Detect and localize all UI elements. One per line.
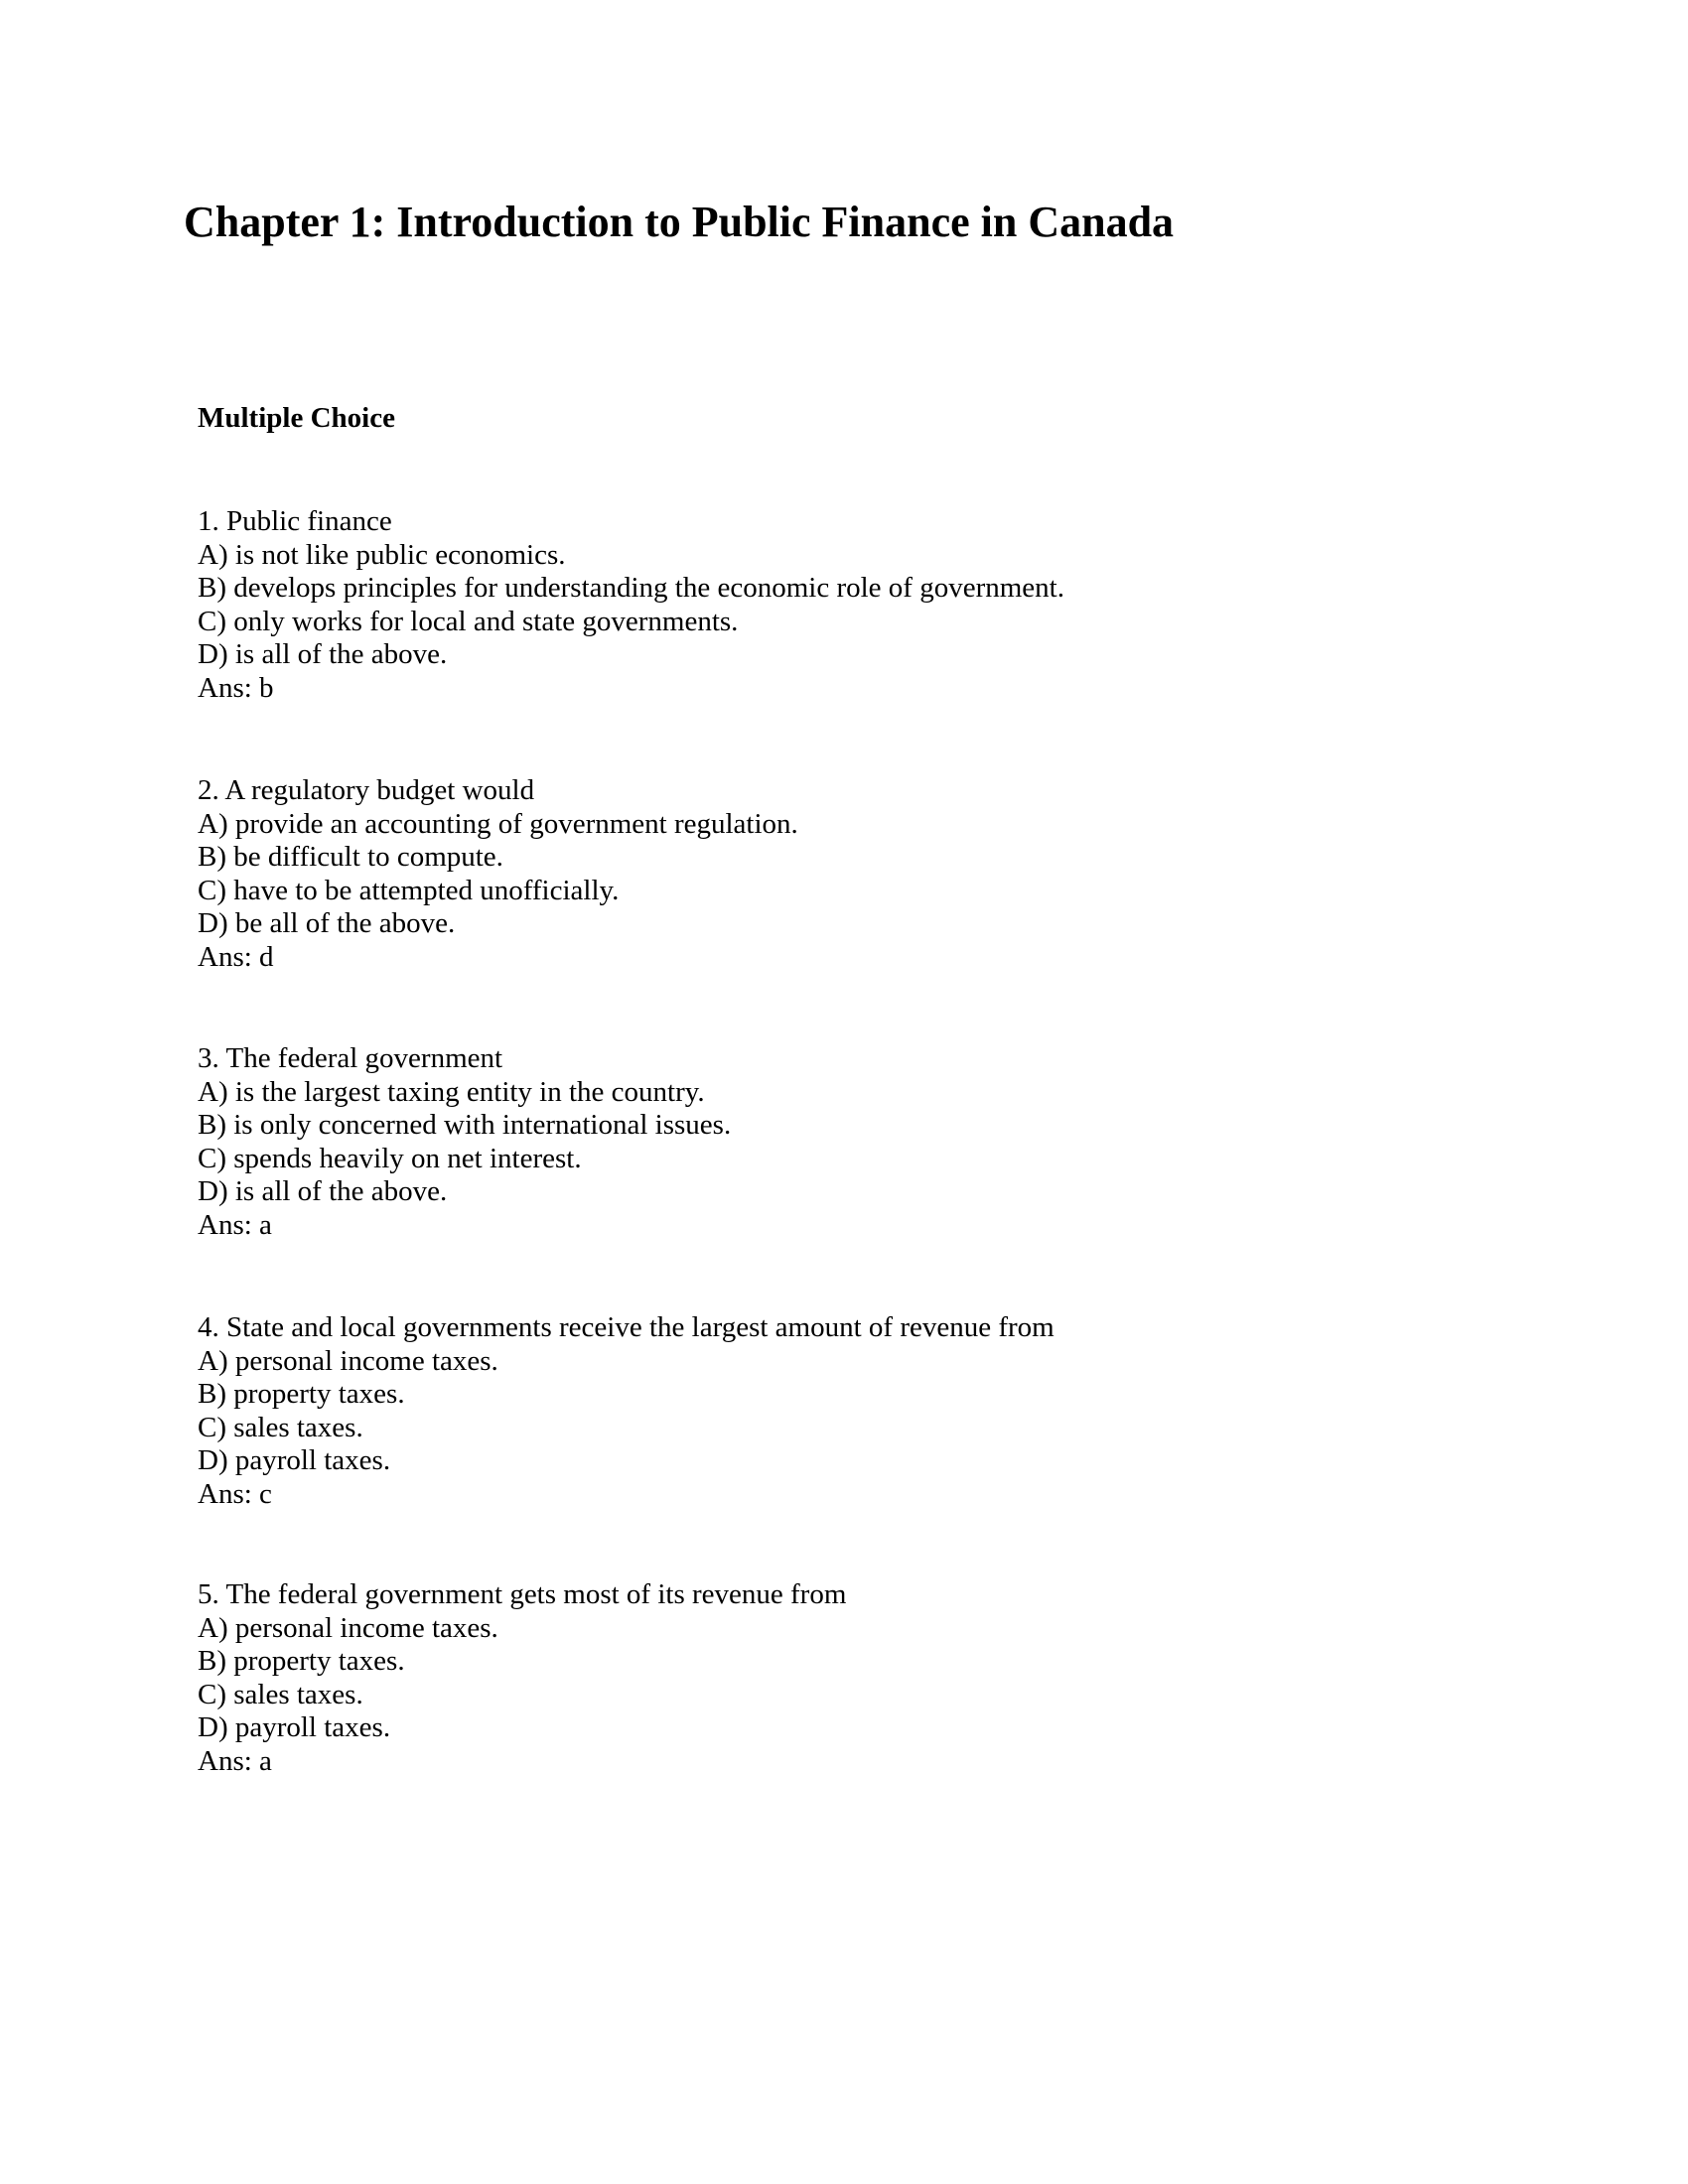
question-stem: 5. The federal government gets most of its revenue from: [198, 1578, 847, 1610]
question-stem: 2. A regulatory budget would: [198, 774, 535, 806]
section-heading: Multiple Choice: [198, 402, 395, 434]
option-b: B) property taxes.: [198, 1378, 405, 1410]
option-d: D) is all of the above.: [198, 1175, 448, 1207]
answer-key: Ans: c: [198, 1477, 272, 1510]
answer-key: Ans: d: [198, 940, 274, 973]
question-5: [198, 1578, 846, 1778]
answer-key: Ans: b: [198, 671, 274, 704]
question-stem: 3. The federal government: [198, 1042, 503, 1074]
question-stem: 1. Public finance: [198, 505, 392, 537]
option-c: C) spends heavily on net interest.: [198, 1142, 582, 1174]
question-4: [198, 1311, 1055, 1511]
option-c: C) have to be attempted unofficially.: [198, 874, 620, 906]
option-a: A) is the largest taxing entity in the country.: [198, 1075, 705, 1108]
question-1: [198, 505, 1064, 705]
option-b: B) be difficult to compute.: [198, 841, 503, 873]
answer-key: Ans: a: [198, 1744, 272, 1777]
option-b: B) property taxes.: [198, 1645, 405, 1677]
question-2: [198, 774, 798, 974]
option-d: D) payroll taxes.: [198, 1711, 391, 1743]
option-c: C) sales taxes.: [198, 1678, 363, 1710]
option-d: D) payroll taxes.: [198, 1444, 391, 1476]
option-a: A) personal income taxes.: [198, 1344, 498, 1377]
option-c: C) only works for local and state governments.: [198, 605, 739, 637]
option-b: B) is only concerned with international issues.: [198, 1109, 732, 1141]
option-d: D) is all of the above.: [198, 638, 448, 670]
option-a: A) is not like public economics.: [198, 538, 566, 571]
chapter-title: Chapter 1: Introduction to Public Finance in Canada: [184, 198, 1175, 246]
question-3: [198, 1042, 731, 1242]
question-stem: 4. State and local governments receive the largest amount of revenue from: [198, 1311, 1055, 1343]
option-d: D) be all of the above.: [198, 907, 456, 939]
option-c: C) sales taxes.: [198, 1411, 363, 1443]
answer-key: Ans: a: [198, 1208, 272, 1241]
option-b: B) develops principles for understanding the economic role of government.: [198, 572, 1064, 604]
option-a: A) personal income taxes.: [198, 1611, 498, 1644]
option-a: A) provide an accounting of government regulation.: [198, 807, 798, 840]
